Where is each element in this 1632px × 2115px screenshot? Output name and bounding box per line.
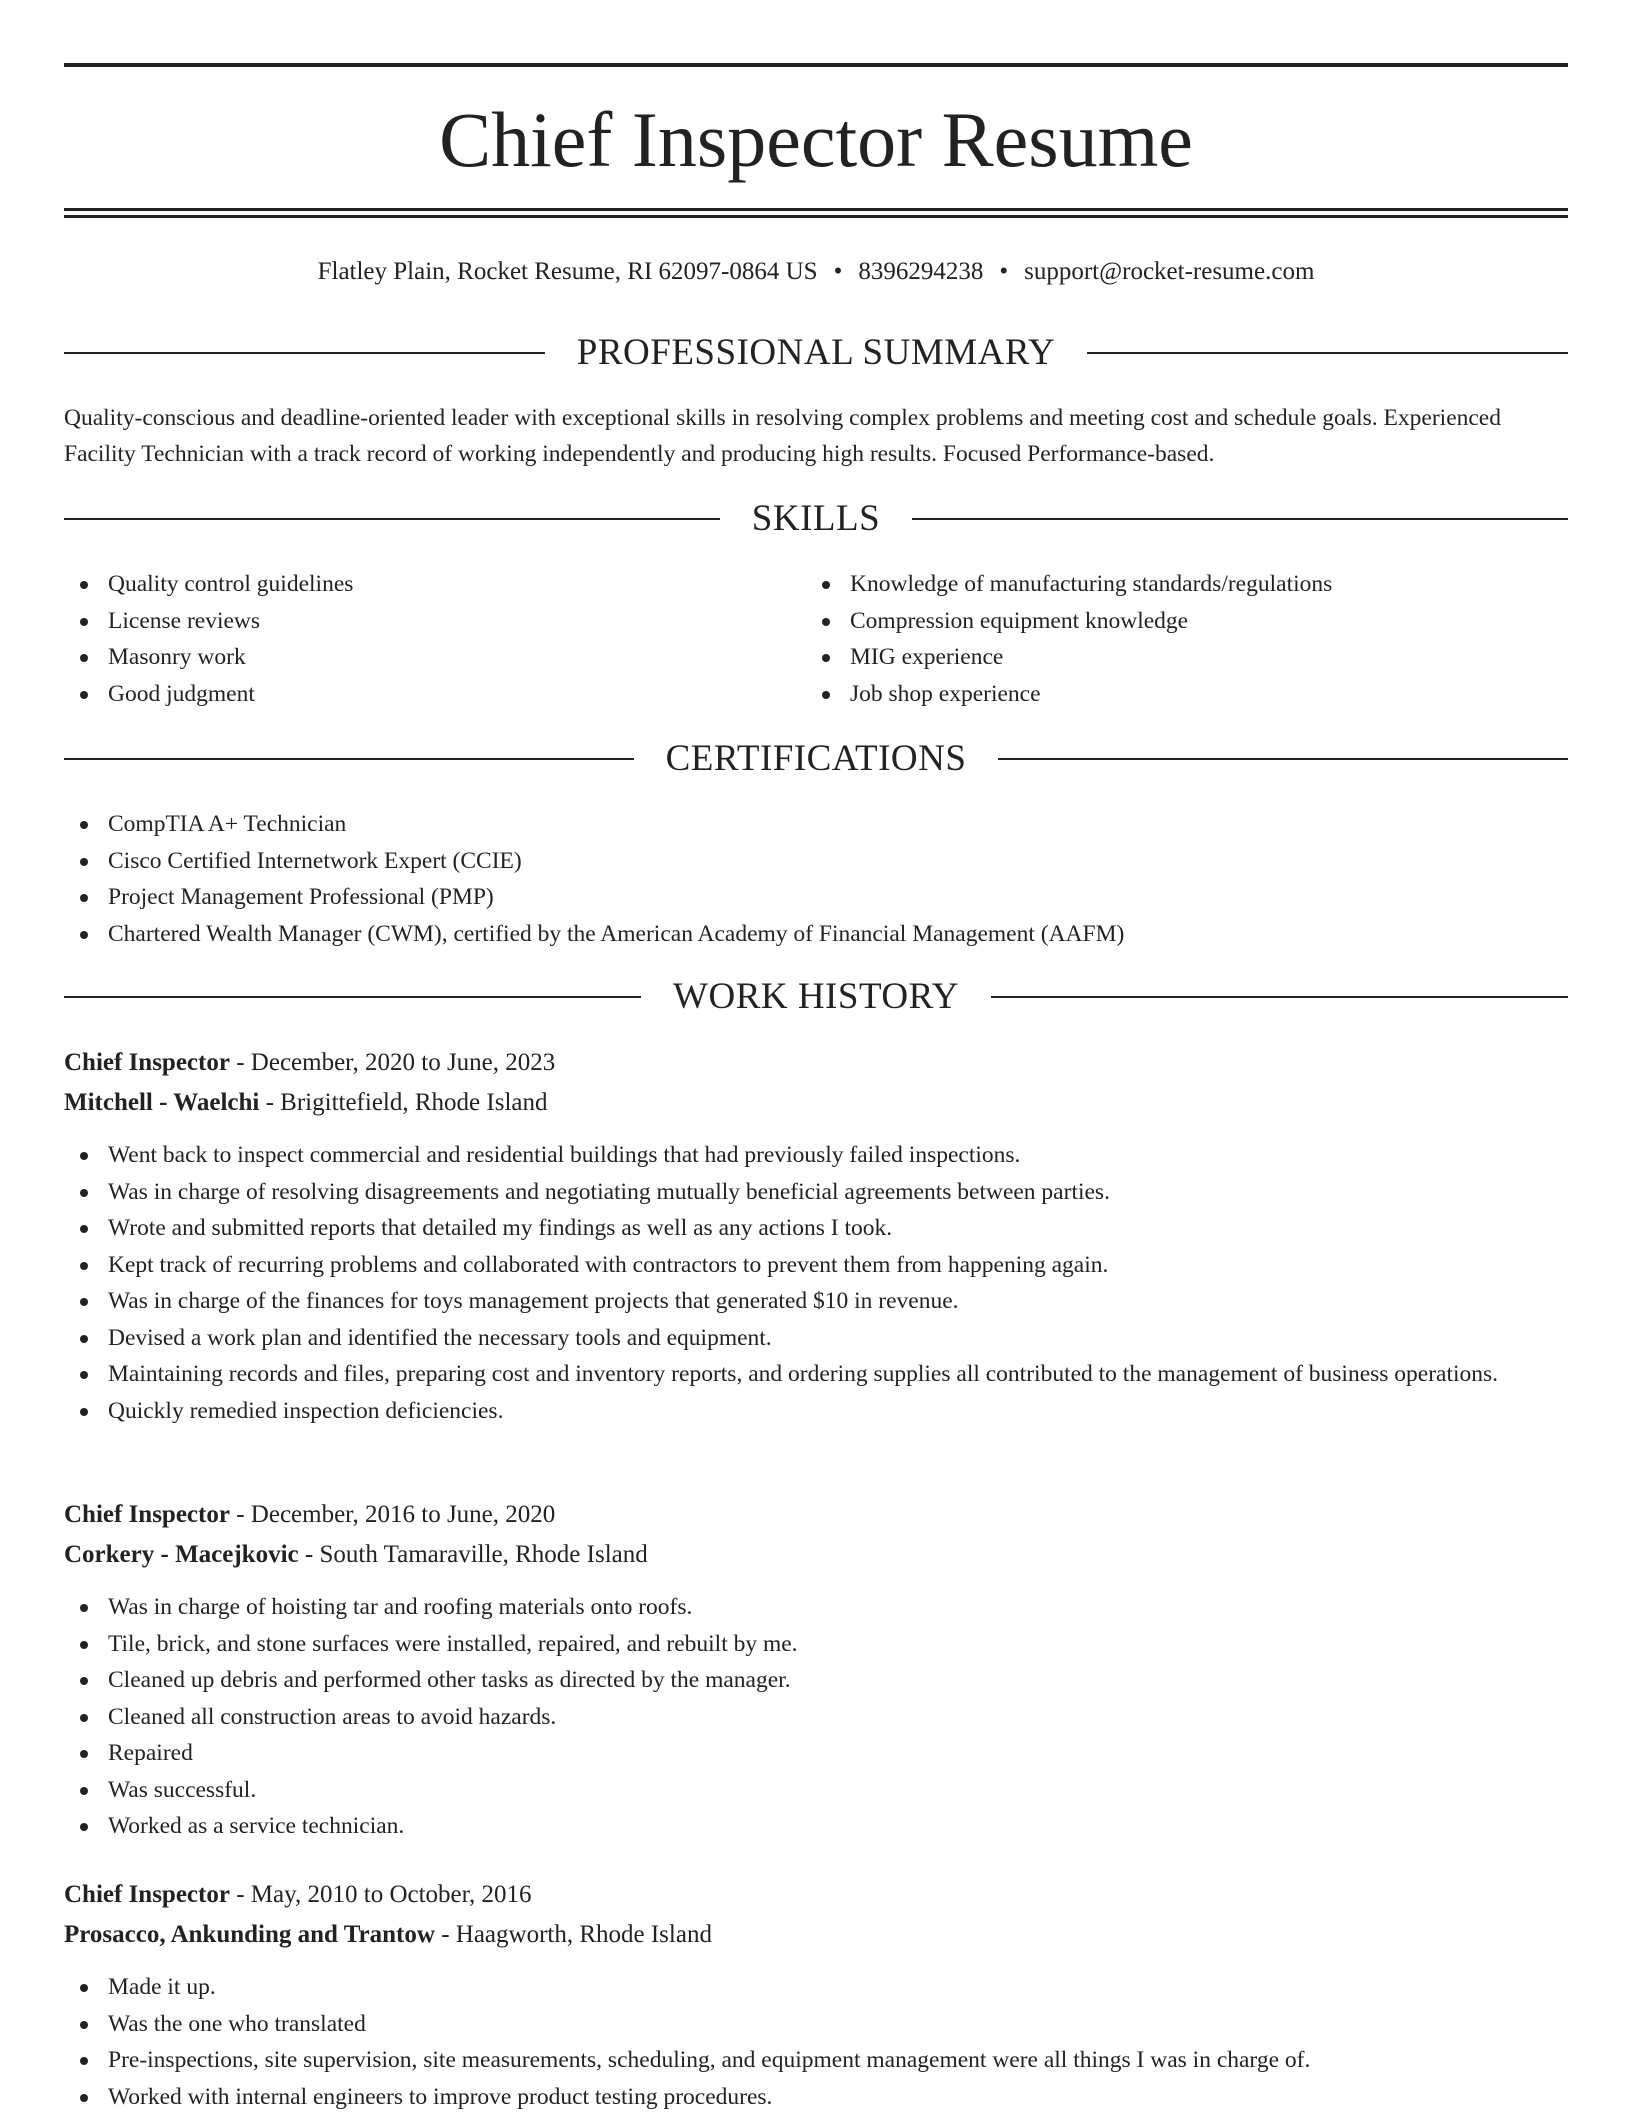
job-dash: - [441,1921,449,1948]
skill-item: Knowledge of manufacturing standards/regulations [806,566,1568,603]
skill-item: Compression equipment knowledge [806,603,1568,640]
heading-rule [64,352,545,354]
certifications-heading [64,737,1568,781]
job-bullet: Was in charge of hoisting tar and roofing materials onto roofs. [64,1589,1568,1626]
work-history-heading-label: WORK HISTORY [641,975,991,1019]
job-bullet: Wrote and submitted reports that detailed my findings as well as any actions I took. [64,1210,1568,1247]
job-title: Chief Inspector [64,1049,230,1076]
heading-rule [64,996,641,998]
job-title: Chief Inspector [64,1501,230,1528]
job-location: Haagworth, Rhode Island [456,1921,712,1948]
heading-rule [912,518,1568,520]
job-bullet: Worked as a service technician. [64,1808,1568,1845]
job-bullets [64,1969,1568,2115]
job-bullet: Cleaned all construction areas to avoid hazards. [64,1699,1568,1736]
job-dates: December, 2016 to June, 2020 [251,1501,555,1528]
job-bullet: Was in charge of the finances for toys management projects that generated $10 in revenue. [64,1283,1568,1320]
job-bullet: Was the one who translated [64,2006,1568,2043]
certifications-list [64,806,1568,952]
heading-rule [1087,352,1568,354]
skill-item: License reviews [64,603,804,640]
job-bullet: Went back to inspect commercial and residential buildings that had previously failed inspections. [64,1137,1568,1174]
certification-item: Project Management Professional (PMP) [64,879,1568,916]
certification-item: Cisco Certified Internetwork Expert (CCIE) [64,843,1568,880]
skill-item: Job shop experience [806,676,1568,713]
job-bullet: Was successful. [64,1772,1568,1809]
contact-separator: • [999,254,1008,290]
job-title: Chief Inspector [64,1881,230,1908]
skills-list-left [64,566,804,712]
job-company: Prosacco, Ankunding and Trantow [64,1921,435,1948]
skill-item: Quality control guidelines [64,566,804,603]
job-bullets [64,1589,1568,1845]
job-dash: - [266,1089,274,1116]
job-company: Mitchell - Waelchi [64,1089,259,1116]
contact-phone: 8396294238 [858,258,983,285]
heading-rule [64,758,634,760]
skill-item: MIG experience [806,639,1568,676]
summary-text: Quality-conscious and deadline-oriented leader with exceptional skills in resolving complex problems and meeting cost and schedule goals. Experienced Facility Technician with a track record of working independently and producing high results. Focused Performance-based. [64,400,1568,472]
job-location: Brigittefield, Rhode Island [280,1089,547,1116]
job-bullet: Devised a work plan and identified the necessary tools and equipment. [64,1320,1568,1357]
top-rule [64,63,1568,67]
title-rule-lower [64,215,1568,218]
job-bullet: Cleaned up debris and performed other tasks as directed by the manager. [64,1662,1568,1699]
resume-title: Chief Inspector Resume [64,94,1568,186]
contact-separator: • [834,254,843,290]
skill-item: Good judgment [64,676,804,713]
job-bullet: Made it up. [64,1969,1568,2006]
job-dash: - [236,1501,244,1528]
summary-heading-label: PROFESSIONAL SUMMARY [545,331,1087,375]
contact-line [64,254,1568,290]
job-company: Corkery - Macejkovic [64,1541,299,1568]
title-rule-upper [64,208,1568,211]
job-bullet: Repaired [64,1735,1568,1772]
job-dash: - [305,1541,313,1568]
heading-rule [998,758,1568,760]
job-dash: - [236,1049,244,1076]
job-bullet: Tile, brick, and stone surfaces were installed, repaired, and rebuilt by me. [64,1626,1568,1663]
job-dates: December, 2020 to June, 2023 [251,1049,555,1076]
heading-rule [991,996,1568,998]
job-title-line [64,1497,1568,1533]
job-location: South Tamaraville, Rhode Island [319,1541,647,1568]
job-dates: May, 2010 to October, 2016 [251,1881,532,1908]
job-bullet: Pre-inspections, site supervision, site measurements, scheduling, and equipment management were all things I was in charge of. [64,2042,1568,2079]
skills-heading-label: SKILLS [720,497,912,541]
contact-address: Flatley Plain, Rocket Resume, RI 62097-0864 US [318,258,818,285]
job-dash: - [236,1881,244,1908]
job-bullet: Maintaining records and files, preparing cost and inventory reports, and ordering supplies all contributed to the management of business operations. [64,1356,1568,1393]
job-company-line [64,1917,1568,1953]
certifications-heading-label: CERTIFICATIONS [634,737,999,781]
job-bullets [64,1137,1568,1429]
job-company-line [64,1085,1568,1121]
skills-list-right [806,566,1568,712]
job-bullet: Worked with internal engineers to improve product testing procedures. [64,2079,1568,2115]
job-company-line [64,1537,1568,1573]
skill-item: Masonry work [64,639,804,676]
work-history-heading [64,975,1568,1019]
job-bullet: Was in charge of resolving disagreements and negotiating mutually beneficial agreements between parties. [64,1174,1568,1211]
job-bullet: Quickly remedied inspection deficiencies. [64,1393,1568,1430]
job-title-line [64,1877,1568,1913]
contact-email: support@rocket-resume.com [1024,258,1314,285]
job-title-line [64,1045,1568,1081]
certification-item: Chartered Wealth Manager (CWM), certified by the American Academy of Financial Management (AAFM) [64,916,1568,953]
heading-rule [64,518,720,520]
job-bullet: Kept track of recurring problems and collaborated with contractors to prevent them from happening again. [64,1247,1568,1284]
certification-item: CompTIA A+ Technician [64,806,1568,843]
skills-heading [64,497,1568,541]
summary-heading [64,331,1568,375]
